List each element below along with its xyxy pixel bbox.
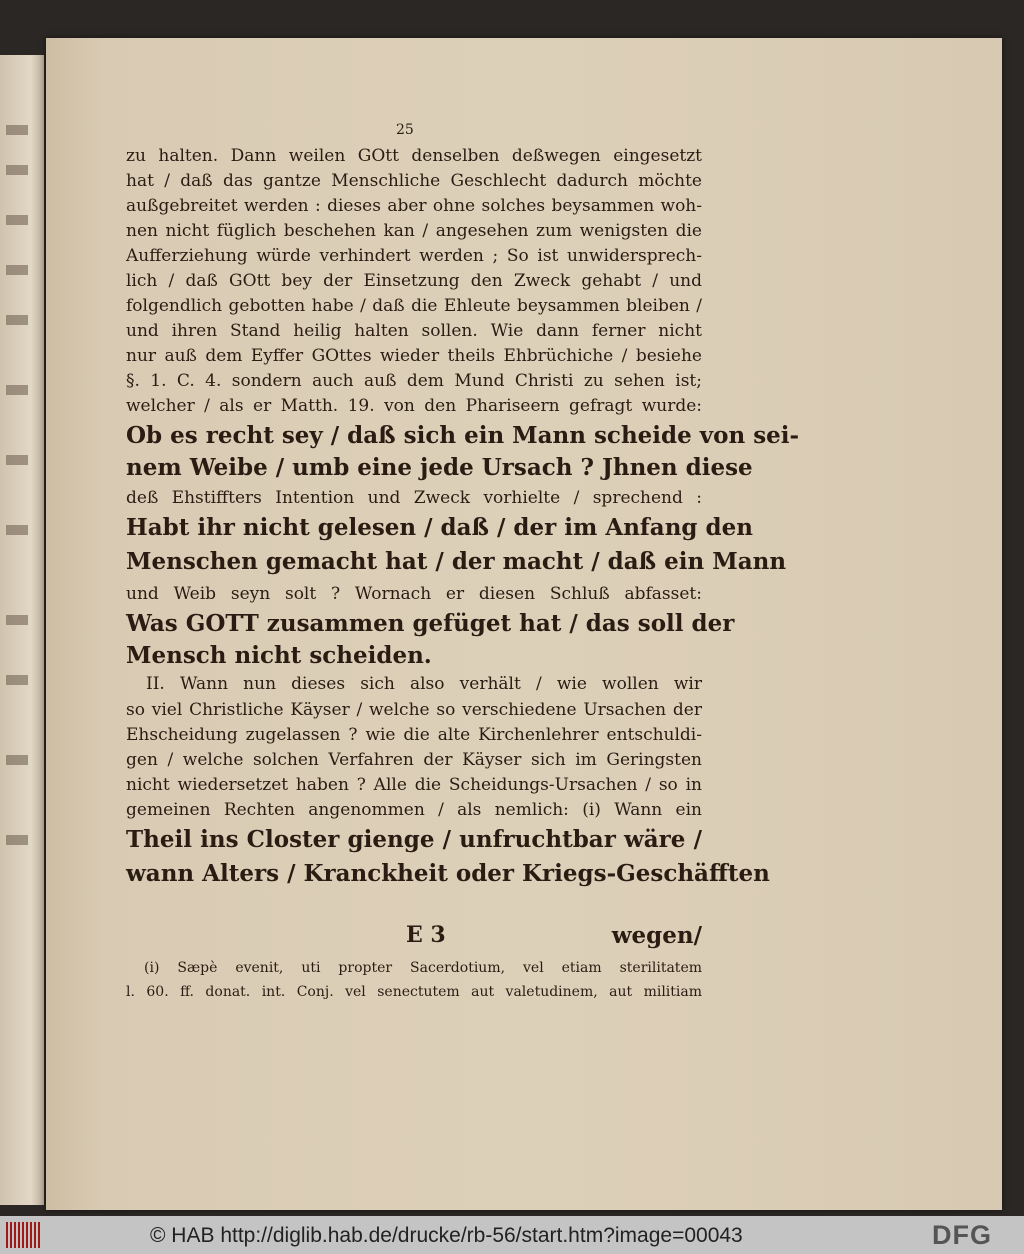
text-line: folgendlich gebotten habe / daß die Ehleute beysammen bleiben /	[126, 296, 702, 316]
text-line: welcher / als er Matth. 19. von den Phariseern gefragt wurde:	[126, 396, 702, 416]
text-line: außgebreitet werden : dieses aber ohne solches beysammen woh-	[126, 196, 702, 216]
text-line: Theil ins Closter gienge / unfruchtbar wäre /	[126, 826, 702, 853]
text-line: Mensch nicht scheiden.	[126, 642, 432, 669]
text-line: nur auß dem Eyffer GOttes wieder theils Ehbrüchiche / besiehe	[126, 346, 702, 366]
previous-page-edge	[0, 55, 44, 1205]
text-line: Habt ihr nicht gelesen / daß / der im Anfang den	[126, 514, 753, 541]
text-line: wann Alters / Kranckheit oder Kriegs-Geschäfften	[126, 860, 770, 887]
text-line: nicht wiedersetzet haben ? Alle die Scheidungs-Ursachen / so in	[126, 775, 702, 795]
text-line: und ihren Stand heilig halten sollen. Wie dann ferner nicht	[126, 321, 702, 341]
copyright-url[interactable]: © HAB http://diglib.hab.de/drucke/rb-56/start.htm?image=00043	[150, 1224, 743, 1247]
text-line: zu halten. Dann weilen GOtt denselben deßwegen eingesetzt	[126, 146, 702, 166]
text-line: nen nicht füglich beschehen kan / angesehen zum wenigsten die	[126, 221, 702, 241]
text-line: deß Ehstiffters Intention und Zweck vorhielte / sprechend :	[126, 488, 702, 508]
hab-logo-icon	[6, 1222, 42, 1248]
text-line: II. Wann nun dieses sich also verhält / wie wollen wir	[146, 674, 702, 694]
page-number: 25	[396, 122, 414, 138]
scanned-page	[46, 38, 1002, 1210]
text-line: Menschen gemacht hat / der macht / daß ein Mann	[126, 548, 787, 575]
text-line: Aufferziehung würde verhindert werden ; So ist unwidersprech-	[126, 246, 702, 266]
text-line: hat / daß das gantze Menschliche Geschlecht dadurch möchte	[126, 171, 702, 191]
footer-bar	[0, 1216, 1024, 1254]
catchword: wegen/	[611, 922, 702, 949]
dfg-logo: DFG	[932, 1220, 992, 1250]
text-line: lich / daß GOtt bey der Einsetzung den Zweck gehabt / und	[126, 271, 702, 291]
footnote: l. 60. ff. donat. int. Conj. vel senectutem aut valetudinem, aut militiam	[126, 984, 702, 1000]
text-line: Ehscheidung zugelassen ? wie die alte Kirchenlehrer entschuldi-	[126, 725, 702, 745]
text-line: gemeinen Rechten angenommen / als nemlich: (i) Wann ein	[126, 800, 702, 820]
text-line: Was GOTT zusammen gefüget hat / das soll der	[126, 610, 735, 637]
footnote: (i) Sæpè evenit, uti propter Sacerdotium, vel etiam sterilitatem	[144, 960, 702, 976]
text-line: so viel Christliche Käyser / welche so verschiedene Ursachen der	[126, 700, 702, 720]
text-line: nem Weibe / umb eine jede Ursach ? Jhnen diese	[126, 454, 753, 481]
text-line: Ob es recht sey / daß sich ein Mann scheide von sei-	[126, 422, 800, 449]
text-line: gen / welche solchen Verfahren der Käyser sich im Geringsten	[126, 750, 702, 770]
text-line: und Weib seyn solt ? Wornach er diesen Schluß abfasset:	[126, 584, 702, 604]
signature-mark: E 3	[406, 922, 446, 948]
text-line: §. 1. C. 4. sondern auch auß dem Mund Christi zu sehen ist;	[126, 371, 702, 391]
